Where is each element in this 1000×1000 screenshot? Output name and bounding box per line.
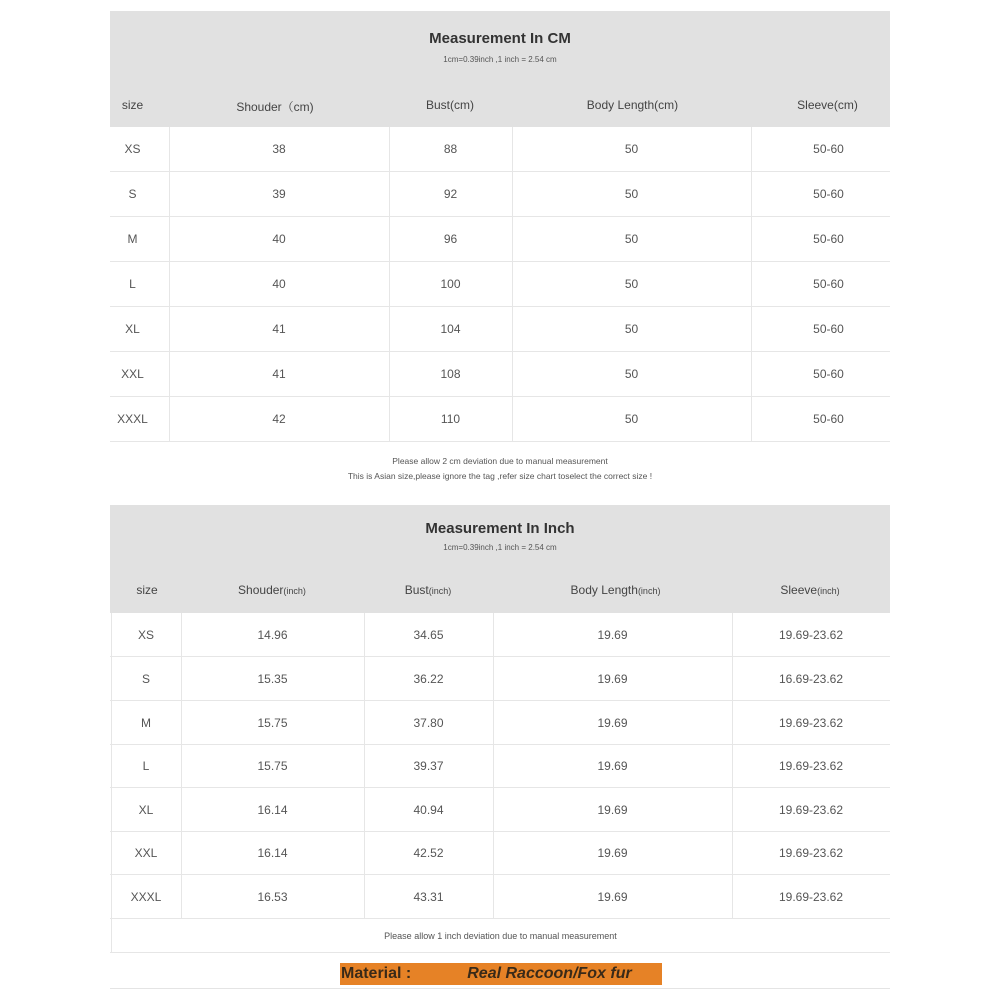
- cell-shoulder: 15.75: [257, 759, 288, 773]
- material-banner: [340, 963, 662, 985]
- cell-size: XL: [138, 802, 154, 817]
- cell-body-length: 19.69: [597, 802, 628, 817]
- cell-bust: 36.22: [413, 671, 444, 686]
- cell-shoulder: 15.75: [257, 715, 288, 730]
- table-row: [110, 875, 890, 919]
- cell-body-length: 50: [624, 412, 639, 426]
- inch-size-table: [110, 505, 890, 953]
- table-row: [110, 788, 890, 832]
- cell-size: XS: [124, 142, 141, 156]
- cell-size: XL: [125, 322, 140, 336]
- cm-table-header: [110, 11, 890, 127]
- cell-bust: 42.52: [413, 846, 444, 860]
- col-head-unit: (inch): [637, 586, 661, 596]
- cell-shoulder: 16.14: [257, 846, 288, 860]
- cell-sleeve: 19.69-23.62: [778, 715, 844, 730]
- cell-size: S: [141, 671, 150, 686]
- cell-body-length: 19.69: [597, 759, 628, 773]
- cell-bust: 104: [440, 322, 461, 336]
- col-head-sleeve: Sleeve(cm): [797, 98, 858, 112]
- cell-shoulder: 16.14: [257, 802, 288, 817]
- cell-shoulder: 14.96: [257, 627, 288, 642]
- cell-shoulder: 16.53: [257, 889, 288, 904]
- col-head-bust: [368, 583, 488, 597]
- cm-table-body: [110, 127, 890, 442]
- cell-sleeve: 50-60: [813, 277, 844, 291]
- cell-body-length: 19.69: [597, 846, 628, 860]
- table-row: [110, 262, 890, 307]
- table-row: [110, 613, 890, 657]
- cell-body-length: 19.69: [597, 627, 628, 642]
- cell-size: XXL: [121, 367, 144, 381]
- cell-sleeve: 50-60: [813, 412, 844, 426]
- cell-bust: 92: [443, 187, 458, 201]
- cell-shoulder: 15.35: [257, 671, 288, 686]
- cell-sleeve: 50-60: [813, 232, 844, 246]
- cell-bust: 43.31: [413, 889, 444, 904]
- table-row: [110, 307, 890, 352]
- divider: [110, 988, 890, 989]
- cell-sleeve: 50-60: [813, 187, 844, 201]
- inch-table-header: [110, 505, 890, 613]
- cell-shoulder: 40: [272, 232, 286, 246]
- cell-size: XS: [137, 627, 154, 642]
- cm-deviation-note: Please allow 2 cm deviation due to manual measurement: [392, 456, 608, 466]
- col-head-body-length: [533, 583, 698, 597]
- note-row: [110, 919, 890, 953]
- cell-bust: 37.80: [413, 715, 444, 730]
- cell-size: XXXL: [117, 412, 148, 426]
- cell-sleeve: 50-60: [813, 142, 844, 156]
- cell-size: M: [127, 232, 138, 246]
- col-head-label: Sleeve: [780, 583, 818, 597]
- cell-shoulder: 39: [272, 187, 286, 201]
- cell-size: XXL: [134, 846, 158, 860]
- table-row: [110, 217, 890, 262]
- cell-size: L: [129, 277, 136, 291]
- table-row: [110, 352, 890, 397]
- inch-table-body: [110, 613, 890, 953]
- cell-sleeve: 19.69-23.62: [778, 627, 844, 642]
- cell-body-length: 50: [624, 277, 639, 291]
- col-head-bust: Bust(cm): [426, 98, 474, 112]
- cell-sleeve: 19.69-23.62: [778, 802, 844, 817]
- cell-body-length: 50: [624, 322, 639, 336]
- cell-body-length: 50: [624, 187, 639, 201]
- table-row: [110, 127, 890, 172]
- cell-sleeve: 16.69-23.62: [778, 671, 844, 686]
- col-head-label: Body Length: [570, 583, 638, 597]
- material-label: Material :: [341, 965, 412, 982]
- col-head-size: size: [121, 98, 144, 112]
- cell-size: L: [142, 759, 150, 773]
- table-row: [110, 701, 890, 745]
- col-head-label: Shouder: [238, 583, 284, 597]
- cm-table-subtitle: 1cm=0.39inch ,1 inch = 2.54 cm: [443, 55, 557, 64]
- cell-body-length: 50: [624, 232, 639, 246]
- table-row: [110, 172, 890, 217]
- col-head-unit: (inch): [428, 586, 452, 596]
- cell-bust: 39.37: [413, 759, 444, 773]
- cell-sleeve: 50-60: [813, 367, 844, 381]
- table-row: [110, 745, 890, 788]
- table-row: [110, 832, 890, 875]
- col-head-shoulder: [202, 583, 342, 597]
- cell-bust: 40.94: [413, 802, 444, 817]
- cell-size: M: [141, 715, 151, 730]
- cell-shoulder: 38: [272, 142, 286, 156]
- cell-body-length: 50: [624, 367, 639, 381]
- col-head-unit: (inch): [817, 586, 840, 596]
- cell-size: XXXL: [130, 889, 162, 904]
- cell-size: S: [128, 187, 137, 201]
- cell-body-length: 50: [624, 142, 639, 156]
- cell-body-length: 19.69: [597, 715, 628, 730]
- cell-shoulder: 41: [272, 367, 286, 381]
- col-head-sleeve: [750, 583, 870, 597]
- cell-sleeve: 19.69-23.62: [778, 759, 844, 773]
- table-row: [110, 397, 890, 442]
- col-head-shoulder: Shouder（cm): [236, 100, 314, 114]
- cm-table-title: Measurement In CM: [429, 30, 571, 47]
- cell-bust: 34.65: [413, 627, 444, 642]
- cell-sleeve: 50-60: [813, 322, 844, 336]
- col-head-unit: (inch): [283, 586, 306, 596]
- table-row: [110, 657, 890, 701]
- cell-bust: 100: [440, 277, 461, 291]
- cell-sleeve: 19.69-23.62: [778, 889, 844, 904]
- inch-table-subtitle: 1cm=0.39inch ,1 inch = 2.54 cm: [443, 543, 557, 552]
- cell-shoulder: 42: [272, 412, 286, 426]
- cell-shoulder: 40: [272, 277, 286, 291]
- col-head-body-length: Body Length(cm): [586, 98, 679, 112]
- col-head-label: Bust: [404, 583, 429, 597]
- cell-body-length: 19.69: [597, 889, 628, 904]
- col-head-label: size: [136, 583, 158, 597]
- cell-bust: 110: [440, 412, 461, 426]
- inch-table-title: Measurement In Inch: [425, 520, 575, 537]
- inch-deviation-note: Please allow 1 inch deviation due to manual measurement: [384, 930, 617, 941]
- material-value: Real Raccoon/Fox fur: [467, 965, 632, 982]
- cell-bust: 88: [443, 142, 458, 156]
- cm-size-table: [110, 11, 890, 481]
- cell-sleeve: 19.69-23.62: [778, 846, 844, 860]
- col-head-size: [122, 583, 172, 597]
- cell-bust: 108: [440, 367, 461, 381]
- cell-body-length: 19.69: [597, 671, 628, 686]
- asian-size-note: This is Asian size,please ignore the tag ,refer size chart toselect the correct size !: [347, 471, 653, 481]
- cell-bust: 96: [443, 232, 458, 246]
- cell-shoulder: 41: [272, 322, 286, 336]
